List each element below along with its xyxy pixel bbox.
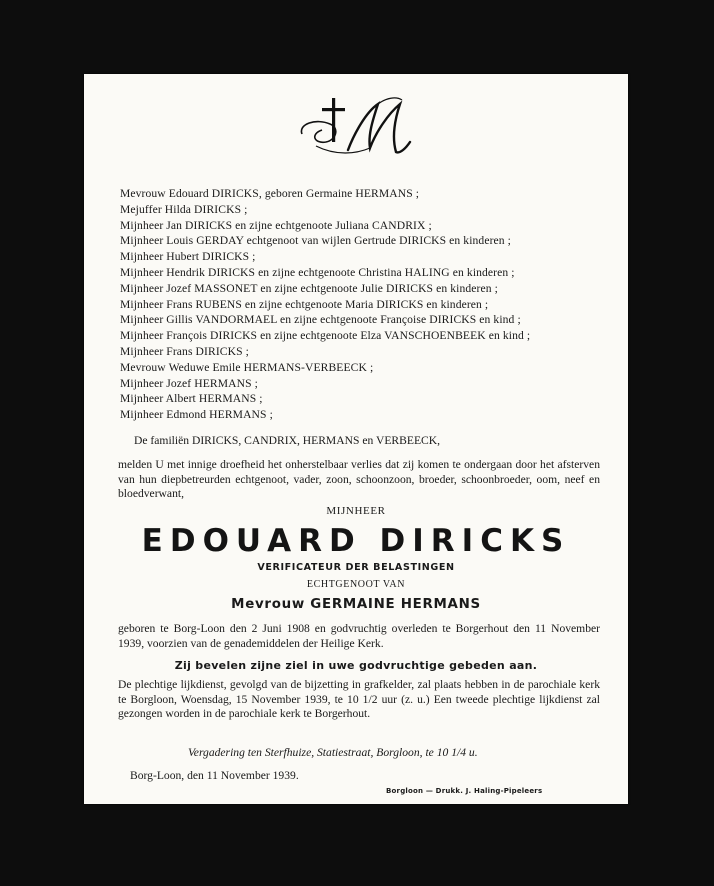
list-item: Mijnheer François DIRICKS en zijne echtgenoote Elza VANSCHOENBEEK en kind ; <box>120 329 531 343</box>
list-item: Mijnheer Louis GERDAY echtgenoot van wijlen Gertrude DIRICKS en kinderen ; <box>120 234 511 248</box>
place-date: Borg-Loon, den 11 November 1939. <box>130 769 299 782</box>
families-line: De familiën DIRICKS, CANDRIX, HERMANS en VERBEECK, <box>134 434 441 447</box>
funeral-service-text: De plechtige lijkdienst, gevolgd van de bijzetting in grafkelder, zal plaats hebben in de parochiale kerk te Borgloon, Woensdag, 15 November 1939, te 10 1/2 uur (z. u.) Een tweede plechtige lijkdienst zal gezongen worden in de parochiale kerk te Borgerhout. <box>118 678 600 721</box>
list-item: Mijnheer Hubert DIRICKS ; <box>120 250 256 264</box>
list-item: Mijnheer Hendrik DIRICKS en zijne echtgenoote Christina HALING en kinderen ; <box>120 265 515 279</box>
list-item: Mijnheer Frans RUBENS en zijne echtgenoote Maria DIRICKS en kinderen ; <box>120 297 489 311</box>
list-item: Mijnheer Jozef HERMANS ; <box>120 376 258 390</box>
list-item: Mijnheer Frans DIRICKS ; <box>120 344 249 358</box>
birth-death-text: geboren te Borg-Loon den 2 Juni 1908 en godvruchtig overleden te Borgerhout den 11 November 1939, voorzien van de genademiddelen der Heilige Kerk. <box>118 622 600 650</box>
list-item: Mejuffer Hilda DIRICKS ; <box>120 202 248 216</box>
list-item: Mijnheer Edmond HERMANS ; <box>120 408 273 422</box>
gathering-line: Vergadering ten Sterfhuize, Statiestraat, Borgloon, te 10 1/4 u. <box>188 746 478 759</box>
echtgenoot-label: ECHTGENOOT VAN <box>306 579 406 590</box>
list-item: Mevrouw Edouard DIRICKS, geboren Germaine HERMANS ; <box>120 187 420 200</box>
cross-monogram-icon <box>296 94 416 160</box>
list-item: Mijnheer Jan DIRICKS en zijne echtgenoote Juliana CANDRIX ; <box>120 218 432 232</box>
list-item: Mijnheer Albert HERMANS ; <box>120 392 263 406</box>
mijnheer-label: MIJNHEER <box>326 505 386 517</box>
deceased-name: EDOUARD DIRICKS <box>141 523 571 559</box>
announcement-text: melden U met innige droefheid het onherstelbaar verlies dat zij komen te ondergaan door het afsterven van hun diepbetreurden echtgenoot, vader, zoon, schoonzoon, broeder, schoonbroeder, oom, neef en bloedverwant, <box>118 458 600 501</box>
list-item: Mevrouw Weduwe Emile HERMANS-VERBEECK ; <box>120 360 374 374</box>
deceased-title: VERIFICATEUR DER BELASTINGEN <box>257 562 455 573</box>
list-item: Mijnheer Gillis VANDORMAEL en zijne echtgenoote Françoise DIRICKS en kind ; <box>120 313 521 327</box>
list-item: Mijnheer Jozef MASSONET en zijne echtgenoote Julie DIRICKS en kinderen ; <box>120 281 498 295</box>
printer-credit: Borgloon — Drukk. J. Haling-Pipeleers <box>386 787 543 795</box>
prayer-request: Zij bevelen zijne ziel in uwe godvruchtige gebeden aan. <box>174 659 538 672</box>
family-list <box>120 186 610 423</box>
spouse-name: Mevrouw GERMAINE HERMANS <box>231 597 481 612</box>
memorial-card <box>84 74 628 804</box>
